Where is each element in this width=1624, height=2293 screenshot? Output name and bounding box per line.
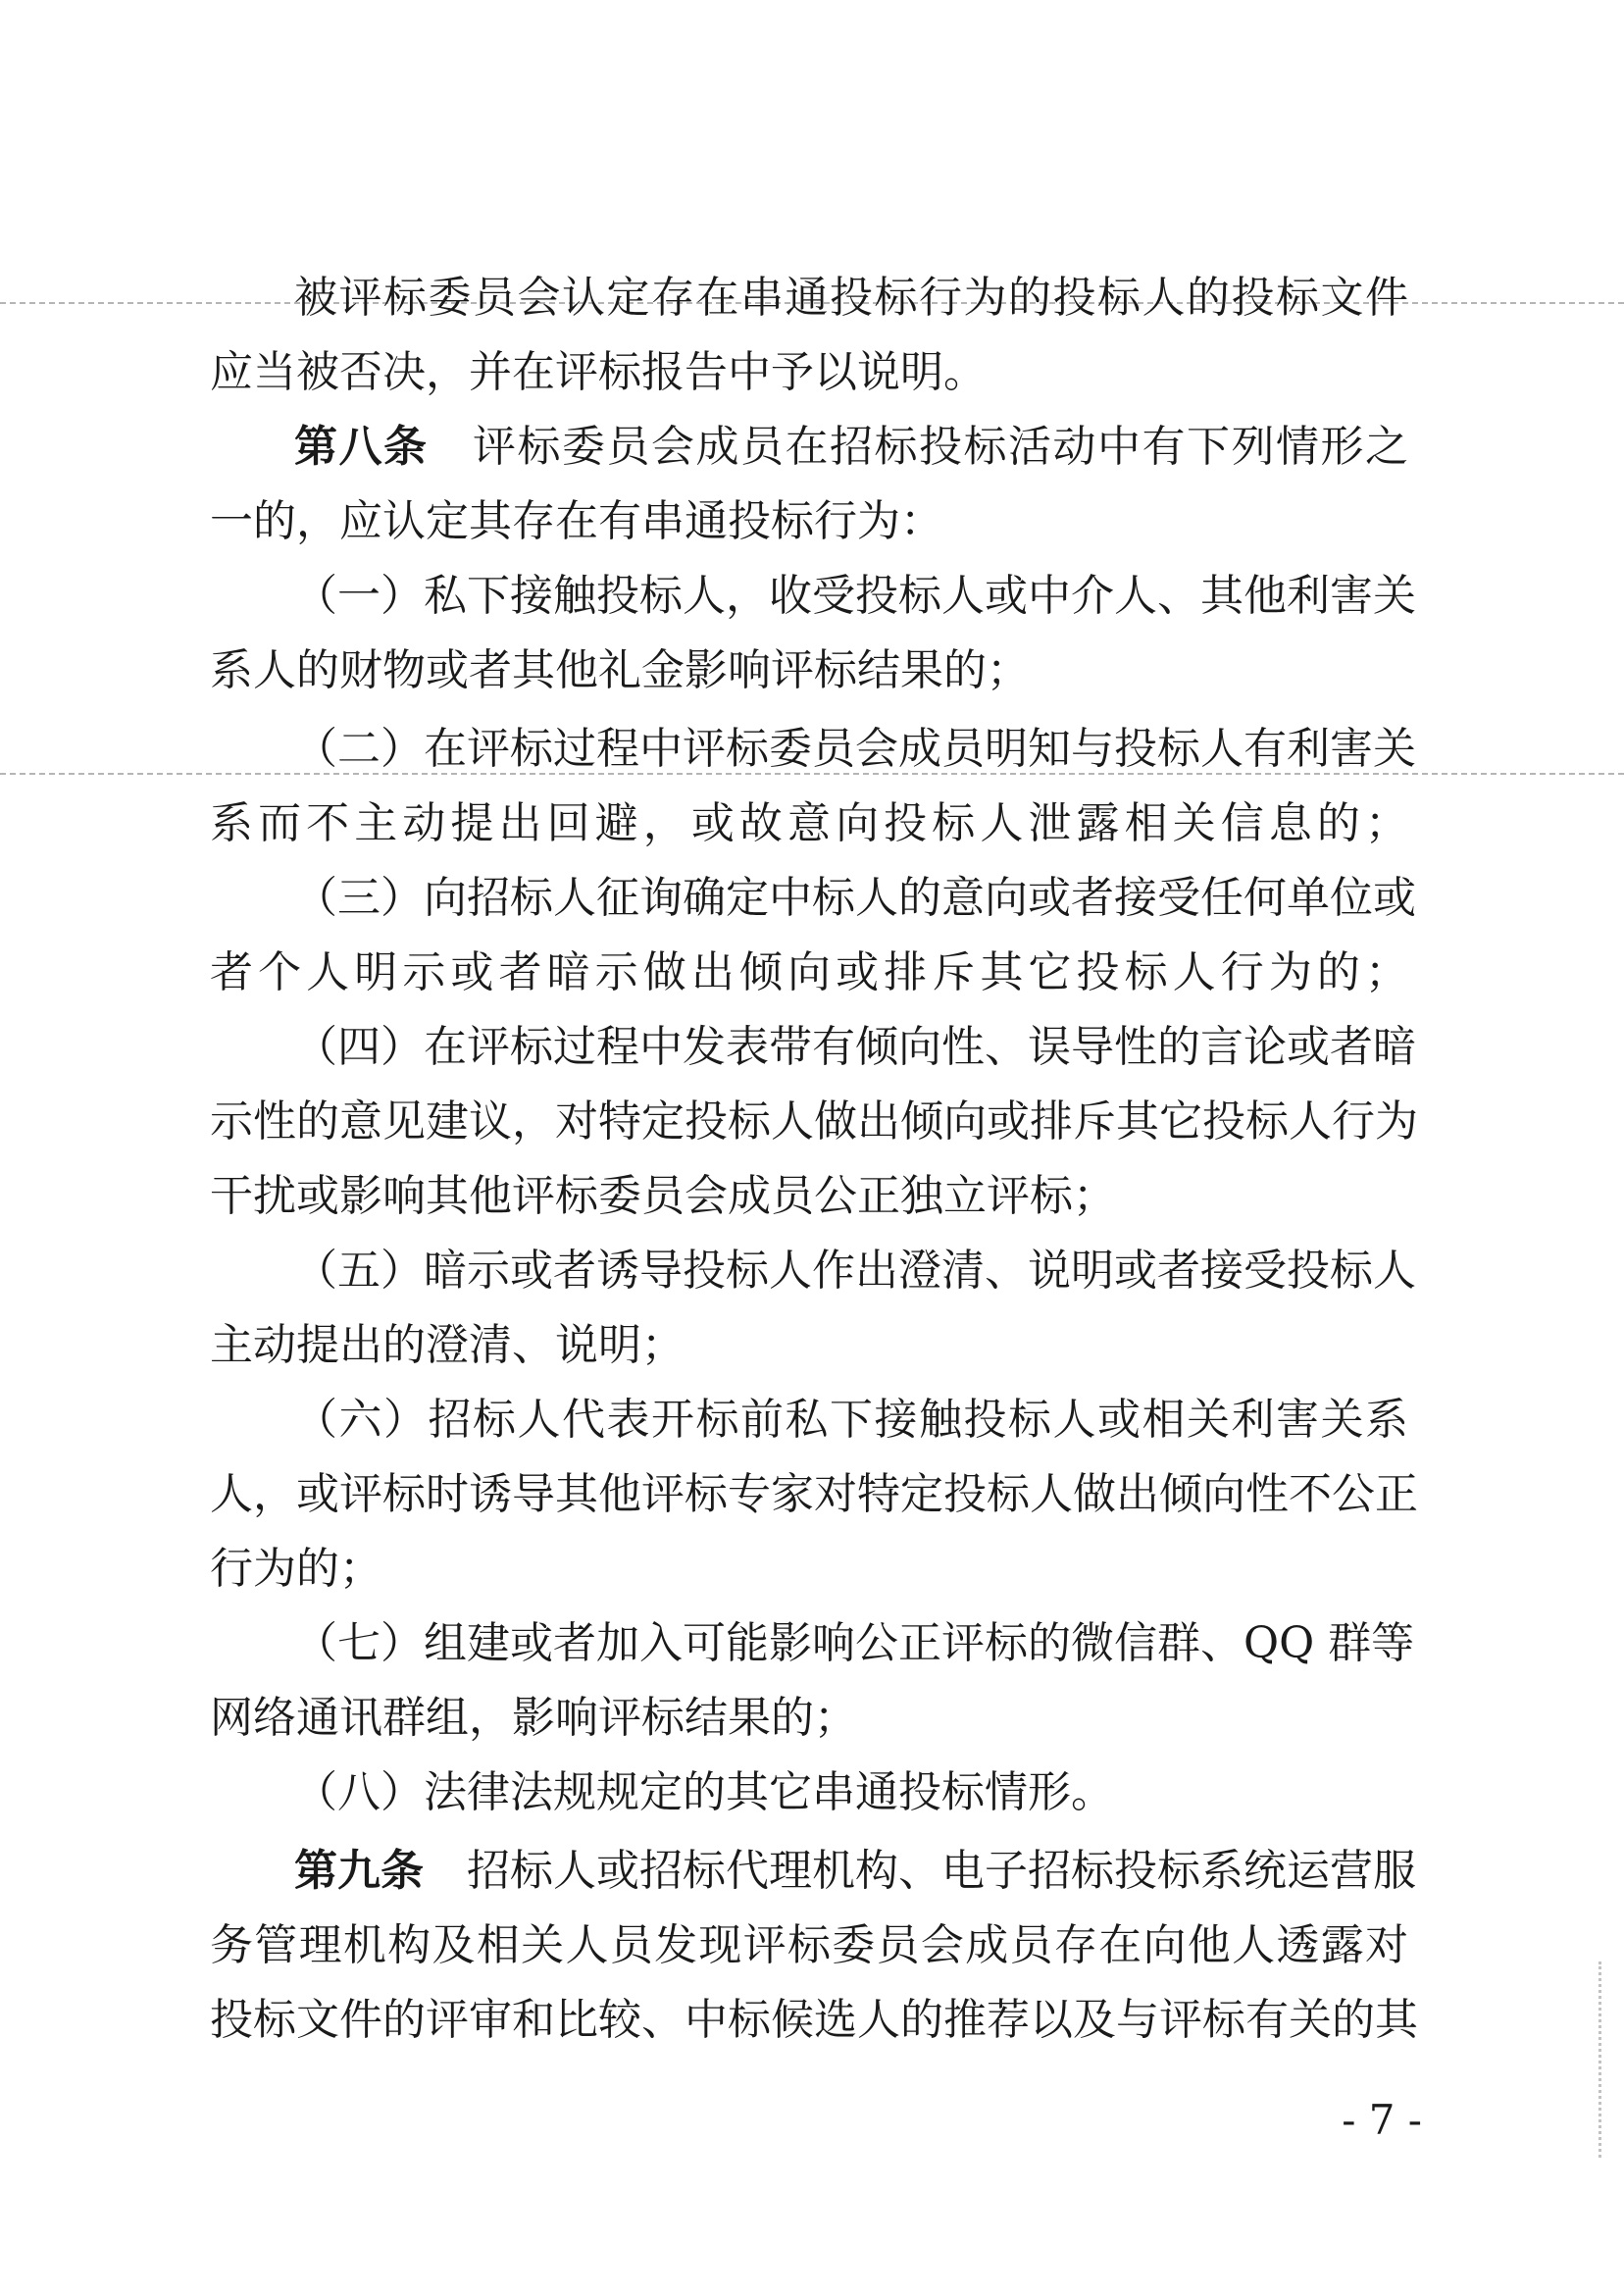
text-line: 一的，应认定其存在有串通投标行为： [210, 496, 943, 546]
list-item-line: （八）法律法规规定的其它串通投标情形。 [294, 1767, 1114, 1817]
text-line: 被评标委员会认定存在串通投标行为的投标人的投标文件 [294, 273, 1408, 323]
article-heading: 第九条 [294, 1846, 424, 1896]
text-line: 务管理机构及相关人员发现评标委员会成员存在向他人透露对 [210, 1920, 1408, 1970]
list-item-line: （七）组建或者加入可能影响公正评标的微信群、QQ 群等 [294, 1618, 1415, 1668]
article-8-paragraph [294, 420, 1408, 475]
text-line: 投标文件的评审和比较、中标候选人的推荐以及与评标有关的其 [210, 1995, 1418, 2045]
text-line: 行为的； [210, 1544, 382, 1594]
list-item-line: （二）在评标过程中评标委员会成员明知与投标人有利害关 [294, 724, 1416, 774]
text-line: 系人的财物或者其他礼金影响评标结果的； [210, 645, 1030, 695]
text-line: 干扰或影响其他评标委员会成员公正独立评标； [210, 1171, 1116, 1221]
list-item-line: （一）私下接触投标人，收受投标人或中介人、其他利害关 [294, 571, 1416, 621]
article-9-paragraph [294, 1844, 1416, 1899]
list-item-line: （三）向招标人征询确定中标人的意向或者接受任何单位或 [294, 873, 1416, 923]
scan-edge-marks [1599, 1962, 1601, 2158]
article-heading: 第八条 [294, 422, 429, 472]
list-item-line: （五）暗示或者诱导投标人作出澄清、说明或者接受投标人 [294, 1246, 1416, 1296]
text-span: 招标人或招标代理机构、电子招标投标系统运营服 [467, 1846, 1416, 1896]
page-number: - 7 - [1342, 2096, 1422, 2144]
text-line: 主动提出的澄清、说明； [210, 1320, 685, 1370]
text-line: 示性的意见建议，对特定投标人做出倾向或排斥其它投标人行为 [210, 1096, 1418, 1146]
text-line: 人，或评标时诱导其他评标专家对特定投标人做出倾向性不公正 [210, 1469, 1418, 1519]
text-line: 应当被否决，并在评标报告中予以说明。 [210, 347, 987, 397]
list-item-line: （四）在评标过程中发表带有倾向性、误导性的言论或者暗 [294, 1022, 1416, 1072]
text-line: 者个人明示或者暗示做出倾向或排斥其它投标人行为的； [210, 947, 1408, 997]
text-line: 系而不主动提出回避，或故意向投标人泄露相关信息的； [210, 798, 1408, 848]
text-line: 网络通讯群组，影响评标结果的； [210, 1693, 857, 1743]
text-span: 评标委员会成员在招标投标活动中有下列情形之 [471, 422, 1408, 472]
list-item-line: （六）招标人代表开标前私下接触投标人或相关利害关系 [294, 1395, 1408, 1445]
